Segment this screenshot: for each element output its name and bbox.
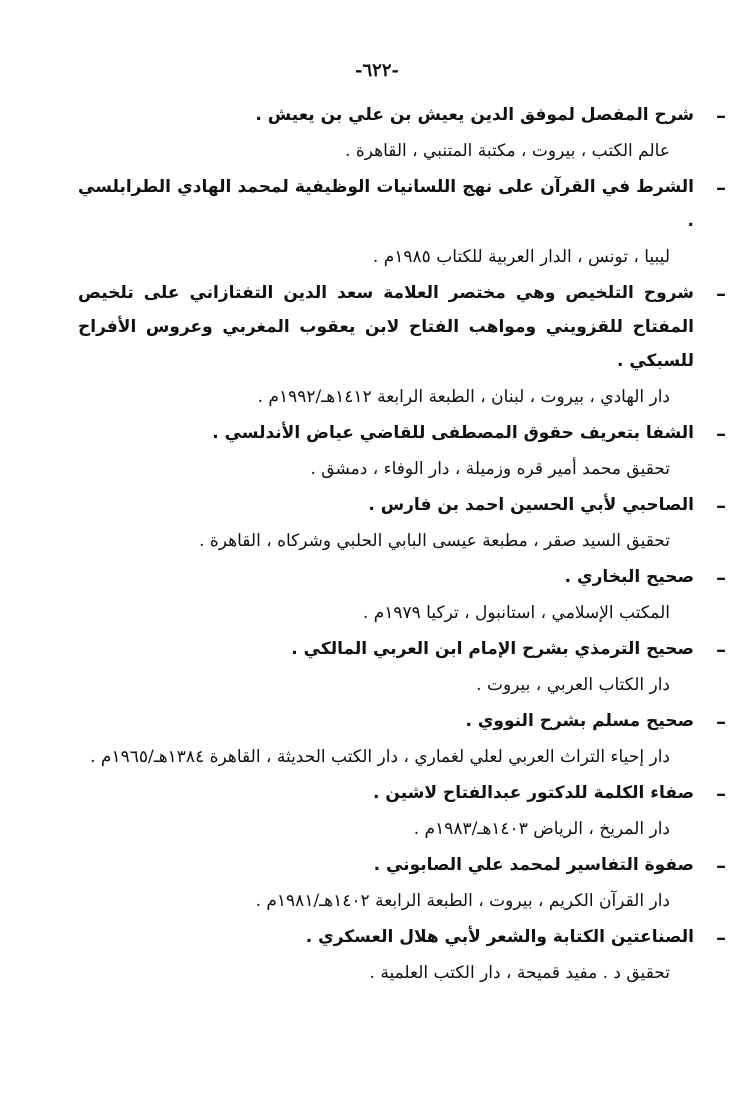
bullet-dash: – — [716, 781, 726, 805]
entry-publication: عالم الكتب ، بيروت ، مكتبة المتنبي ، القاهرة . — [345, 141, 670, 161]
entry-publication: دار القرآن الكريم ، بيروت ، الطبعة الرابعة ١٤٠٢هـ/١٩٨١م . — [255, 891, 670, 911]
entry-publication: دار الكتاب العربي ، بيروت . — [476, 675, 670, 695]
page-number: -٦٢٢- — [355, 60, 399, 81]
bullet-dash: – — [716, 493, 726, 517]
entry-publication: تحقيق محمد أمير قره وزميلة ، دار الوفاء ، دمشق . — [310, 459, 670, 479]
entry-publication: تحقيق السيد صقر ، مطبعة عيسى البابي الحلبي وشركاه ، القاهرة . — [199, 531, 670, 551]
list-item — [78, 488, 726, 560]
entry-title: صحيح مسلم بشرح النووي . — [465, 711, 694, 731]
entry-publication: دار إحياء التراث العربي لعلي لغماري ، دار الكتب الحديثة ، القاهرة ١٣٨٤هـ/١٩٦٥م . — [90, 747, 670, 767]
list-item — [78, 632, 726, 704]
entry-title: الشرط في القرآن على نهج اللسانيات الوظيفية لمحمد الهادي الطرابلسي . — [78, 177, 694, 231]
list-item — [78, 920, 726, 992]
bullet-dash: – — [716, 925, 726, 949]
entry-publication: دار الهادي ، بيروت ، لبنان ، الطبعة الرابعة ١٤١٢هـ/١٩٩٢م . — [257, 387, 670, 407]
list-item — [78, 276, 726, 416]
entry-title: الصناعتين الكتابة والشعر لأبي هلال العسكري . — [305, 927, 694, 947]
bullet-dash: – — [716, 709, 726, 733]
list-item — [78, 98, 726, 170]
bullet-dash: – — [716, 421, 726, 445]
bullet-dash: – — [716, 175, 726, 199]
entry-publication: ليبيا ، تونس ، الدار العربية للكتاب ١٩٨٥م . — [372, 247, 670, 267]
entry-title: الصاحبي لأبي الحسين احمد بن فارس . — [368, 495, 694, 515]
bullet-dash: – — [716, 565, 726, 589]
bibliography-list — [78, 98, 726, 992]
entry-title: صحيح البخاري . — [564, 567, 694, 587]
entry-title: شروح التلخيص وهي مختصر العلامة سعد الدين التفتازاني على تلخيص المفتاح للقزويني ومواهب الفتاح لابن يعقوب المغربي وعروس الأفراح للسبكي . — [78, 283, 694, 371]
entry-publication: تحقيق د . مفيد قميحة ، دار الكتب العلمية . — [369, 963, 670, 983]
entry-title: شرح المفصل لموفق الدين يعيش بن علي بن يعيش . — [255, 105, 694, 125]
entry-publication: المكتب الإسلامي ، استانبول ، تركيا ١٩٧٩م . — [362, 603, 670, 623]
list-item — [78, 704, 726, 776]
list-item — [78, 416, 726, 488]
list-item — [78, 560, 726, 632]
entry-title: صفاء الكلمة للدكتور عبدالفتاح لاشين . — [373, 783, 694, 803]
entry-publication: دار المريخ ، الرياض ١٤٠٣هـ/١٩٨٣م . — [413, 819, 670, 839]
entry-title: صحيح الترمذي بشرح الإمام ابن العربي المالكي . — [291, 639, 694, 659]
bullet-dash: – — [716, 853, 726, 877]
bullet-dash: – — [716, 637, 726, 661]
entry-title: صفوة التفاسير لمحمد علي الصابوني . — [373, 855, 694, 875]
list-item — [78, 170, 726, 276]
entry-title: الشفا بتعريف حقوق المصطفى للقاضي عياض الأندلسي . — [212, 423, 694, 443]
bullet-dash: – — [716, 281, 726, 305]
list-item — [78, 848, 726, 920]
bullet-dash: – — [716, 103, 726, 127]
list-item — [78, 776, 726, 848]
